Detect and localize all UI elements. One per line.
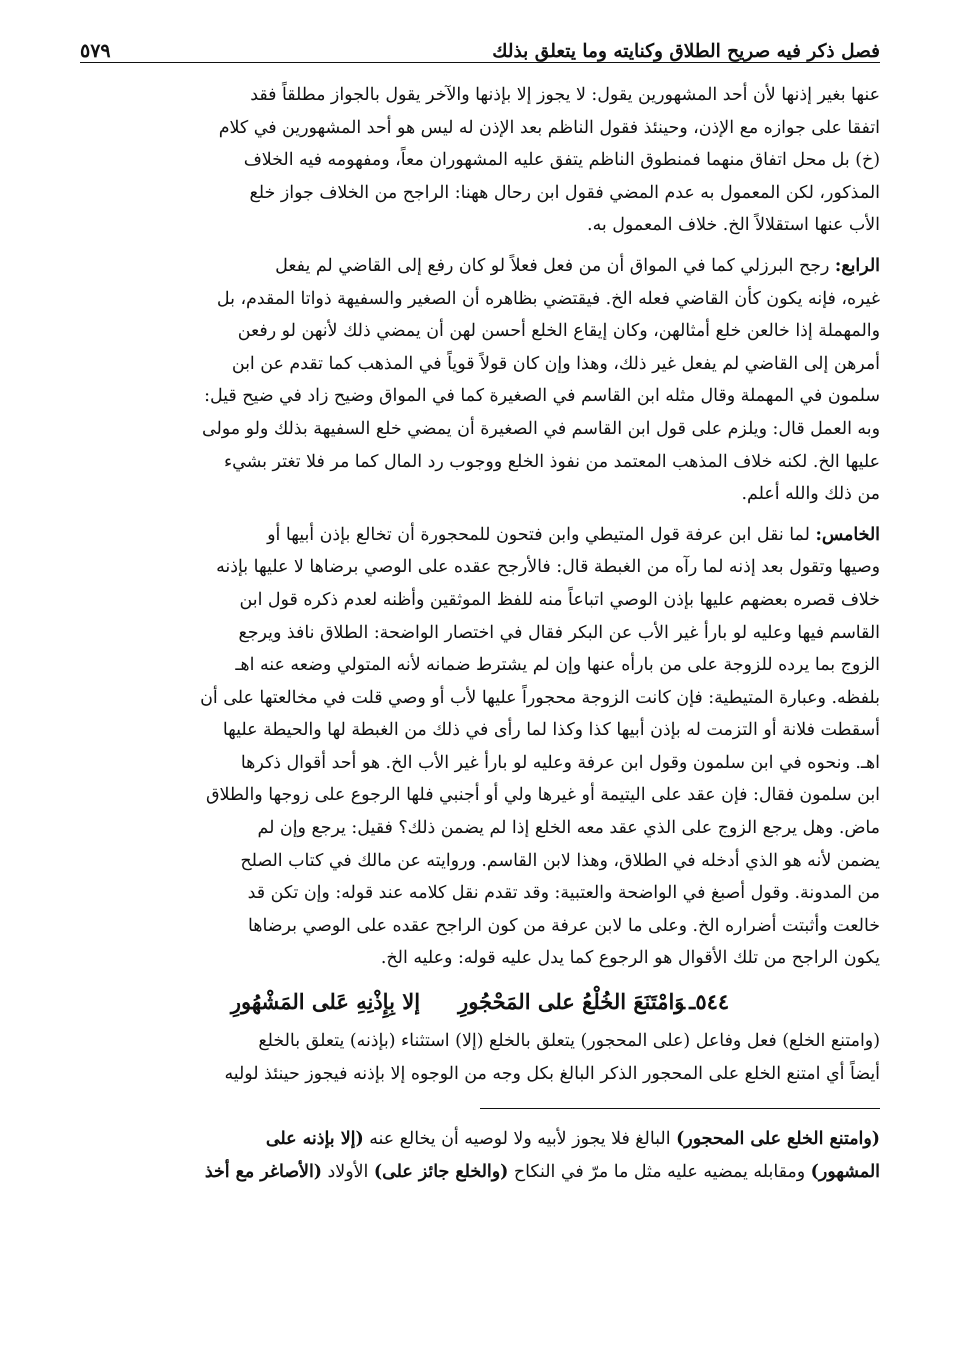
text-line: والمهملة إذا خالعن خلع أمثالهن، وكان إيقاع الخلع أحسن لهن أن يمضي ذلك لأنهن لو رفعن	[237, 321, 880, 342]
text-line: ماض. وهل يرجع الزوج على الذي عقد معه الخلع إذا لم يضمن ذلك؟ فقيل: يرجع وإن لم	[257, 818, 880, 839]
text-line: اهـ. ونحوه في ابن سلمون وقول ابن عرفة وعليه لو بارأ غير الأب الخ. هو أحد أقوال ذكرها	[240, 752, 880, 773]
text-line: الأب عنها استقلالاً الخ. خلاف المعمول به.	[587, 215, 880, 236]
text-line: اتفقا على جوازه مع الإذن، وحينئذ فقول الناظم بعد الإذن له ليس هو أحد المشهورين في كلام	[218, 117, 880, 138]
footnote-divider	[480, 1108, 880, 1109]
text-line: أمرهن إلى القاضي لم يفعل غير ذلك، وهذا وإن كان قولاً قوياً في المذهب كما تقدم عن ابن	[231, 353, 880, 374]
text-line: خلاف قصره بعضهم عليها بإذن الوصي اتباعاً منه للفظ الموثقين وأظنه لعدم ذكره قول ابن	[239, 589, 880, 610]
paragraph-fifth	[80, 519, 880, 975]
text-line	[80, 519, 880, 552]
text-line: من ذلك والله أعلم.	[741, 484, 880, 505]
text-line: غيره، فإنه يكون كأن القاضي فعله الخ. فيقتضي بظاهره أن الصغير والسفيهة ذواتا المقدم، بل	[216, 288, 880, 309]
footnote-bold: (وامتنع الخلع على المحجور)	[676, 1129, 880, 1150]
text-line: أيضاً أي امتنع الخلع على المحجور الذكر البالغ بكل وجه من الوجوه إلا بإذنه فيجوز حينئذ لوليه	[224, 1063, 880, 1084]
verse-first-hemistich	[458, 989, 729, 1014]
text-line: المذكور، لكن المعمول به عدم المضي فقول ابن رحال ههنا: الراجح من الخلاف جواز خلع	[249, 182, 880, 203]
book-page	[80, 28, 880, 1189]
text-line: عليها الخ. لكنه خلاف المذهب المعتمد من نفوذ الخلع ووجوب رد المال كما مر فلا تغتر بشيء	[223, 451, 880, 472]
footnote-bold: (الأصاغر مع أخذ	[204, 1162, 323, 1183]
text-line: عنها بغير إذنها لأن أحد المشهورين يقول: لا يجوز إلا بإذنها والآخر يقول بالجواز مطلقاً فقد	[250, 85, 880, 105]
text-line: خالعت وأثبتت أضراره الخ. وعلى ما لابن عرفة من كون الراجح عقده على الوصي برضاها	[247, 915, 880, 936]
page-number: ٥٧٩	[80, 40, 111, 62]
text-line: الزوج بما يرده للزوجة على من بارأه عنها وإن لم يشترط ضمانه لأنه المتولي وضعه عنه اهـ	[235, 655, 880, 676]
text-line: وبه العمل قال: ويلزم على قول ابن القاسم في الصغيرة أن يمضي خلع السفيهة بذلك ولو مولى	[202, 418, 880, 439]
footnote-text: الأولاد	[322, 1162, 374, 1183]
footnote-text: البالغ فلا يجوز لأبيه ولا لوصيه أن يخالع عنه	[363, 1129, 677, 1150]
footnote	[80, 1123, 880, 1189]
paragraph-commentary	[80, 1025, 880, 1090]
page-header	[80, 28, 880, 63]
text-line: بلفظه. وعبارة المتيطية: فإن كانت الزوجة محجوراً عليها لأب أو وصي قلت في مخالعتها على أن	[200, 687, 880, 708]
footnote-bold: (إلا بإذنه على	[265, 1129, 364, 1150]
paragraph-continuation	[80, 79, 880, 242]
footnote-line	[80, 1123, 880, 1156]
text-line	[80, 250, 880, 283]
text-span: لما نقل ابن عرفة قول المتيطي وابن فتحون للمحجورة أن تخالع بإذن أبيها أو	[267, 524, 810, 545]
text-line: (وامتنع الخلع) فعل وفاعل (على المحجور) يتعلق بالخلع (إلا) استثناء (بإذنه) يتعلق بالخلع	[258, 1031, 880, 1052]
footnote-text: ومقابله يمضيه عليه مثل ما مرّ في النكاح	[508, 1162, 811, 1183]
footnote-bold: المشهور)	[810, 1162, 880, 1183]
text-line: يكون الراجح من تلك الأقوال هو الرجوع كما يدل عليه قوله: وعليه الخ.	[380, 948, 880, 969]
section-lead-fourth: الرابع:	[834, 255, 880, 276]
text-line: من المدونة. وقول أصبغ في الواضحة والعتبية: وقد تقدم نقل كلامه عند قوله: وإن تكن قد	[247, 883, 880, 904]
text-line: يضمن لأنه هو الذي أدخله في الطلاق، وهذا لابن القاسم. وروايته عن مالك في كتاب الصلح	[240, 850, 880, 871]
text-line: القاسم فيها وعليه لو بارأ غير الأب عن البكر فقال في اختصار الواضحة: الطلاق نافذ ويرجع	[238, 622, 880, 643]
verse-line	[80, 981, 880, 1021]
running-title: فصل ذكر فيه صريح الطلاق وكنايته وما يتعلق بذلك	[492, 41, 880, 62]
verse-second-hemistich: إلا بِإِذْنِهِ عَلى المَشْهُورِ	[230, 988, 421, 1014]
footnote-line	[80, 1156, 880, 1189]
text-line: (خ) بل محل اتفاق منهما فمنطوق الناظم يتفق عليه المشهوران معاً، ومفهومه فيه الخلاف	[243, 150, 880, 171]
text-line: وصيها وتقول بعد إذنه لما رآه من الغبطة قال: فالأرجح عقده على الوصي برضاها لا عليها بإذنه	[216, 557, 880, 578]
verse-text: وَامْتَنَعَ الخُلْعُ على المَحْجُورِ	[458, 988, 686, 1014]
verse-number: ٥٤٤ـ	[689, 988, 730, 1014]
section-lead-fifth: الخامس:	[815, 524, 880, 545]
text-span: رجح البرزلي كما في المواق أن من فعل فعلاً لو كان رفع إلى القاضي لم يفعل	[275, 255, 830, 276]
footnote-bold: (والخلع جائز على)	[373, 1162, 509, 1183]
text-line: أسقطت فلانة أو التزمت له بإذن أبيها كذا وكذا لما رأى في ذلك من الغبطة لها والحيطة عليها	[222, 720, 880, 741]
text-line: ابن سلمون فقال: فإن عقد على اليتيمة أو غيرها ولي أو أجنبي فلها الرجوع على زوجها والطلاق	[206, 785, 880, 806]
paragraph-fourth	[80, 250, 880, 511]
text-line: سلمون في المهملة وقال مثله ابن القاسم في الصغيرة كما في المواق وضيح زاد في ضيح قيل:	[204, 386, 880, 407]
